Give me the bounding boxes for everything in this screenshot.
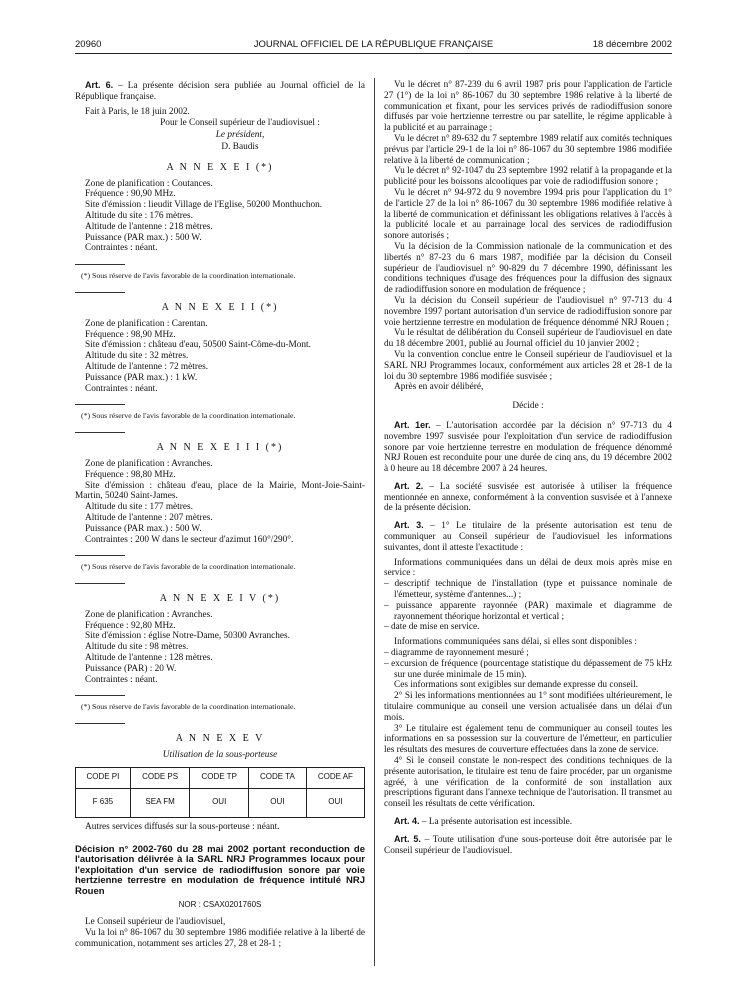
footnote: (*) Sous réserve de l'avis favorable de la coordination internationale. [81,702,296,712]
vu-paragraph: Vu le décret n° 89-632 du 7 septembre 1989 relatif aux comités techniques prévus par l'article 29-1 de la loi n° 86-1067 du 30 septembre 1986 modifiée relative à la liberté de communication ; [384,133,672,166]
footnote-separator [75,432,125,433]
annexe-line: Altitude de l'antenne : 72 mètres. [85,361,209,372]
annexe-line: Altitude du site : 177 mètres. [85,502,193,513]
table-cell: OUI [190,788,249,817]
annexe-line: Site d'émission : lieudit Village de l'Eglise, 50200 Monthuchon. [85,200,323,211]
vu-paragraph: Vu le décret n° 87-239 du 6 avril 1987 pris pour l'application de l'article 27 (1°) de la loi n° 86-1067 du 30 septembre 1986 relative à la liberté de communication et fixant, pour les services privés de radiodiffusion sonore diffusés par voie hertzienne terrestre ou par satellite, le régime applicable à la publicité et au parrainage ; [384,80,672,134]
signature-role: Le président, [215,130,265,141]
info-list-2 [384,648,672,680]
annexe-2-title: A N N E X E I I (*) [161,301,279,313]
subcarrier-table [75,767,365,818]
paragraph-4: 4° Si le conseil constate le non-respect des conditions techniques de la présente autorisation, le titulaire est tenu de faire procéder, par un organisme agréé, à une vérification de la conformité de son installation aux prescriptions figurant dans l'annexe technique de l'autorisation. Il transmet au conseil les résultats de cette vérification. [384,756,672,810]
table-header-cell: CODE TA [249,767,307,788]
signature-name: D. Baudis [221,141,259,152]
exigibles: Ces informations sont exigibles sur demande expresse du conseil. [394,680,638,691]
annexe-line: Contraintes : néant. [85,383,158,394]
annexe-line: Site d'émission : château d'eau, 50500 Saint-Côme-du-Mont. [85,340,311,351]
article-1: Art. 1er. – L'autorisation accordée par la décision n° 97-713 du 4 novembre 1997 susvisée pour l'exploitation d'un service de radiodiffusion sonore par voie hertzienne terrestre en modulation de fréquence dénommé NRJ Rouen est reconduite pour une durée de cinq ans, du 19 décembre 2002 à 0 heure au 18 décembre 2007 à 24 heures. [384,419,672,475]
annexe-5-title: A N N E X E V [175,733,265,745]
annexe-line: Altitude de l'antenne : 218 mètres. [85,221,213,232]
list-item: – excursion de fréquence (pourcentage statistique du dépassement de 75 kHz sur une durée minimale de 15 min). [384,658,672,680]
annexe-line: Zone de planification : Coutances. [85,178,213,189]
table-header-cell: CODE TP [190,767,249,788]
annexe-line: Contraintes : néant. [85,243,158,254]
annexe-line: Puissance (PAR max.) : 500 W. [85,232,202,243]
footnote-separator [75,555,125,556]
footnote: (*) Sous réserve de l'avis favorable de la coordination internationale. [81,411,296,421]
article-2: Art. 2. – La société susvisée est autorisée à utiliser la fréquence mentionnée en annexe, conformément à la convention susvisée et à l'annexe de la présente décision. [384,480,672,514]
vu-loi: Vu la loi n° 86-1067 du 30 septembre 1986 modifiée relative à la liberté de communication, notamment ses articles 27, 28 et 28-1 ; [75,927,365,949]
table-header-cell: CODE PS [130,767,190,788]
conseil-intro: Le Conseil supérieur de l'audiovisuel, [85,916,226,927]
vu-paragraph: Vu le décret n° 94-972 du 9 novembre 1994 pris pour l'application du 1° de l'article 27 de la loi n° 86-1067 du 30 septembre 1986 modifiée relative à la liberté de communication et définissant les obligations relatives à l'accès à la publicité locale et au parrainage local des services de radiodiffusion sonore autorisés ; [384,187,672,242]
annexe-1-title: A N N E X E I (*) [166,161,274,173]
footnote-separator [75,723,125,724]
annexe-line: Fréquence : 90,90 MHz. [85,189,176,200]
annexe-line: Fréquence : 92,80 MHz. [85,620,176,631]
annexe-line: Altitude de l'antenne : 128 mètres. [85,653,213,664]
annexe-3-body [75,459,365,545]
list-item: – diagramme de rayonnement mesuré ; [384,648,529,659]
annexe-2-body [75,319,365,395]
annexe-line: Puissance (PAR max.) : 1 kW. [85,372,198,383]
nor-reference: NOR : CSAX0201760S [178,900,262,910]
footnote-separator [75,583,125,584]
info-list-1 [384,579,672,633]
paragraph-2: 2° Si les informations mentionnées au 1° sont modifiées ultérieurement, le titulaire communique au conseil une version actualisée dans un délai d'un mois. [384,691,672,723]
other-services: Autres services diffusés sur la sous-porteuse : néant. [85,821,280,832]
article-3: Art. 3. – 1° Le titulaire de la présente autorisation est tenu de communiquer au Conseil supérieur de l'audiovisuel les informations suivantes, dont il atteste l'exactitude : [384,520,672,553]
annexe-line: Fréquence : 98,90 MHz. [85,329,176,340]
annexe-line: Puissance (PAR max.) : 500 W. [85,523,202,534]
footnote-separator [75,292,125,293]
vu-paragraph: Vu le résultat de délibération du Conseil supérieur de l'audiovisuel en date du 18 décembre 2001, publié au Journal officiel du 10 janvier 2002 ; [384,328,672,350]
decision-title: Décision n° 2002-760 du 28 mai 2002 portant reconduction de l'autorisation délivrée à la SARL NRJ Programmes locaux pour l'exploitation d'un service de radiodiffusion sonore par voie hertzienne terrestre en modulation de fréquence intitulé NRJ Rouen [75,843,365,897]
table-cell: OUI [306,788,364,817]
table-header-row [76,767,365,788]
footnote-separator [75,264,125,265]
list-item: – date de mise en service. [384,622,480,633]
vu-paragraph: Vu le décret n° 92-1047 du 23 septembre 1992 relatif à la propagande et la publicité pour les boissons alcooliques par voie de radiodiffusion sonore ; [384,166,672,188]
annexe-line: Contraintes : néant. [85,674,158,685]
annexe-line: Altitude du site : 32 mètres. [85,351,189,362]
list-item: – descriptif technique de l'installation (type et puissance nominale de l'émetteur, système d'antennes...) ; [384,579,672,601]
annexe-line: Fréquence : 98,80 MHz. [85,469,176,480]
vu-paragraph: Vu la décision du Conseil supérieur de l'audiovisuel n° 97-713 du 4 novembre 1997 portant autorisation d'un service de radiodiffusion sonore par voie hertzienne terrestre en modulation de fréquence dénommé NRJ Rouen ; [384,295,672,328]
annexe-line: Site d'émission : église Notre-Dame, 50300 Avranches. [85,631,290,642]
right-column [384,80,672,856]
table-cell: OUI [249,788,307,817]
vu-paragraph: Vu la convention conclue entre le Conseil supérieur de l'audiovisuel et la SARL NRJ Programmes locaux, conformément aux articles 28 et 28-1 de la loi du 30 septembre 1986 modifiée susvisée ; [384,349,672,382]
article-4: Art. 4. – La présente autorisation est incessible. [394,816,573,827]
table-header-cell: CODE AF [306,767,364,788]
table-cell: SEA FM [130,788,190,817]
journal-title: JOURNAL OFFICIEL DE LA RÉPUBLIQUE FRANÇAISE [253,39,494,50]
vu-paragraph: Après en avoir délibéré, [394,382,484,393]
table-header-cell: CODE PI [76,767,131,788]
issue-date: 18 décembre 2002 [592,39,672,50]
annexe-line: Altitude de l'antenne : 207 mètres. [85,512,213,523]
signature-for: Pour le Conseil supérieur de l'audiovisuel : [160,118,320,129]
decide-heading: Décide : [512,401,544,412]
annexe-line: Puissance (PAR) : 20 W. [85,663,177,674]
footnote: (*) Sous réserve de l'avis favorable de la coordination internationale. [81,562,296,572]
annexe-line: Site d'émission : château d'eau, place de la Mairie, Mont-Joie-Saint-Martin, 50240 Saint-James. [75,480,365,502]
footnote: (*) Sous réserve de l'avis favorable de la coordination internationale. [81,271,296,281]
paragraph-3: 3° Le titulaire est également tenu de communiquer au conseil toutes les informations en sa possession sur la couverture de l'émetteur, en particulier les résultats des mesures de couverture effectuées dans la zone de service. [384,723,672,756]
article-5: Art. 5. – Toute utilisation d'une sous-porteuse doit être autorisée par le Conseil supérieur de l'audiovisuel. [384,833,672,856]
table-cell: F 635 [76,788,131,817]
fait-a-paris: Fait à Paris, le 18 juin 2002. [85,106,190,117]
article-6: Art. 6. – La présente décision sera publiée au Journal officiel de la République française. [75,80,365,102]
footnote-separator [75,404,125,405]
info-delai: Informations communiquées dans un délai de deux mois après mise en service : [384,557,672,579]
page-number: 20960 [75,39,102,50]
column-divider [374,78,375,966]
annexe-line: Zone de planification : Avranches. [85,458,213,469]
info-sans-delai: Informations communiquées sans délai, si elles sont disponibles : [394,637,637,648]
table-row [76,788,365,817]
left-column [75,80,365,949]
annexe-line: Altitude du site : 98 mètres. [85,642,189,653]
annexe-5-subtitle: Utilisation de la sous-porteuse [162,750,278,761]
annexe-line: Contraintes : 200 W dans le secteur d'azimut 160°/290°. [85,534,294,545]
annexe-line: Zone de planification : Carentan. [85,318,208,329]
annexe-line: Altitude du site : 176 mètres. [85,210,193,221]
vu-paragraph: Vu la décision de la Commission nationale de la communication et des libertés n° 87-23 du 6 mars 1987, modifiée par la décision du Conseil supérieur de l'audiovisuel n° 90-829 du 7 décembre 1990, définissant les conditions techniques d'usage des fréquences pour la diffusion des signaux de radiodiffusion sonore en modulation de fréquence ; [384,241,672,296]
annexe-1-body [75,179,365,255]
annexe-line: Zone de planification : Avranches. [85,609,213,620]
list-item: – puissance apparente rayonnée (PAR) maximale et diagramme de rayonnement théorique horizontal et vertical ; [384,600,672,622]
footnote-separator [75,695,125,696]
annexe-4-body [75,610,365,686]
annexe-3-title: A N N E X E I I I (*) [156,442,284,454]
annexe-4-title: A N N E X E I V (*) [159,593,281,605]
page-header [75,37,672,54]
